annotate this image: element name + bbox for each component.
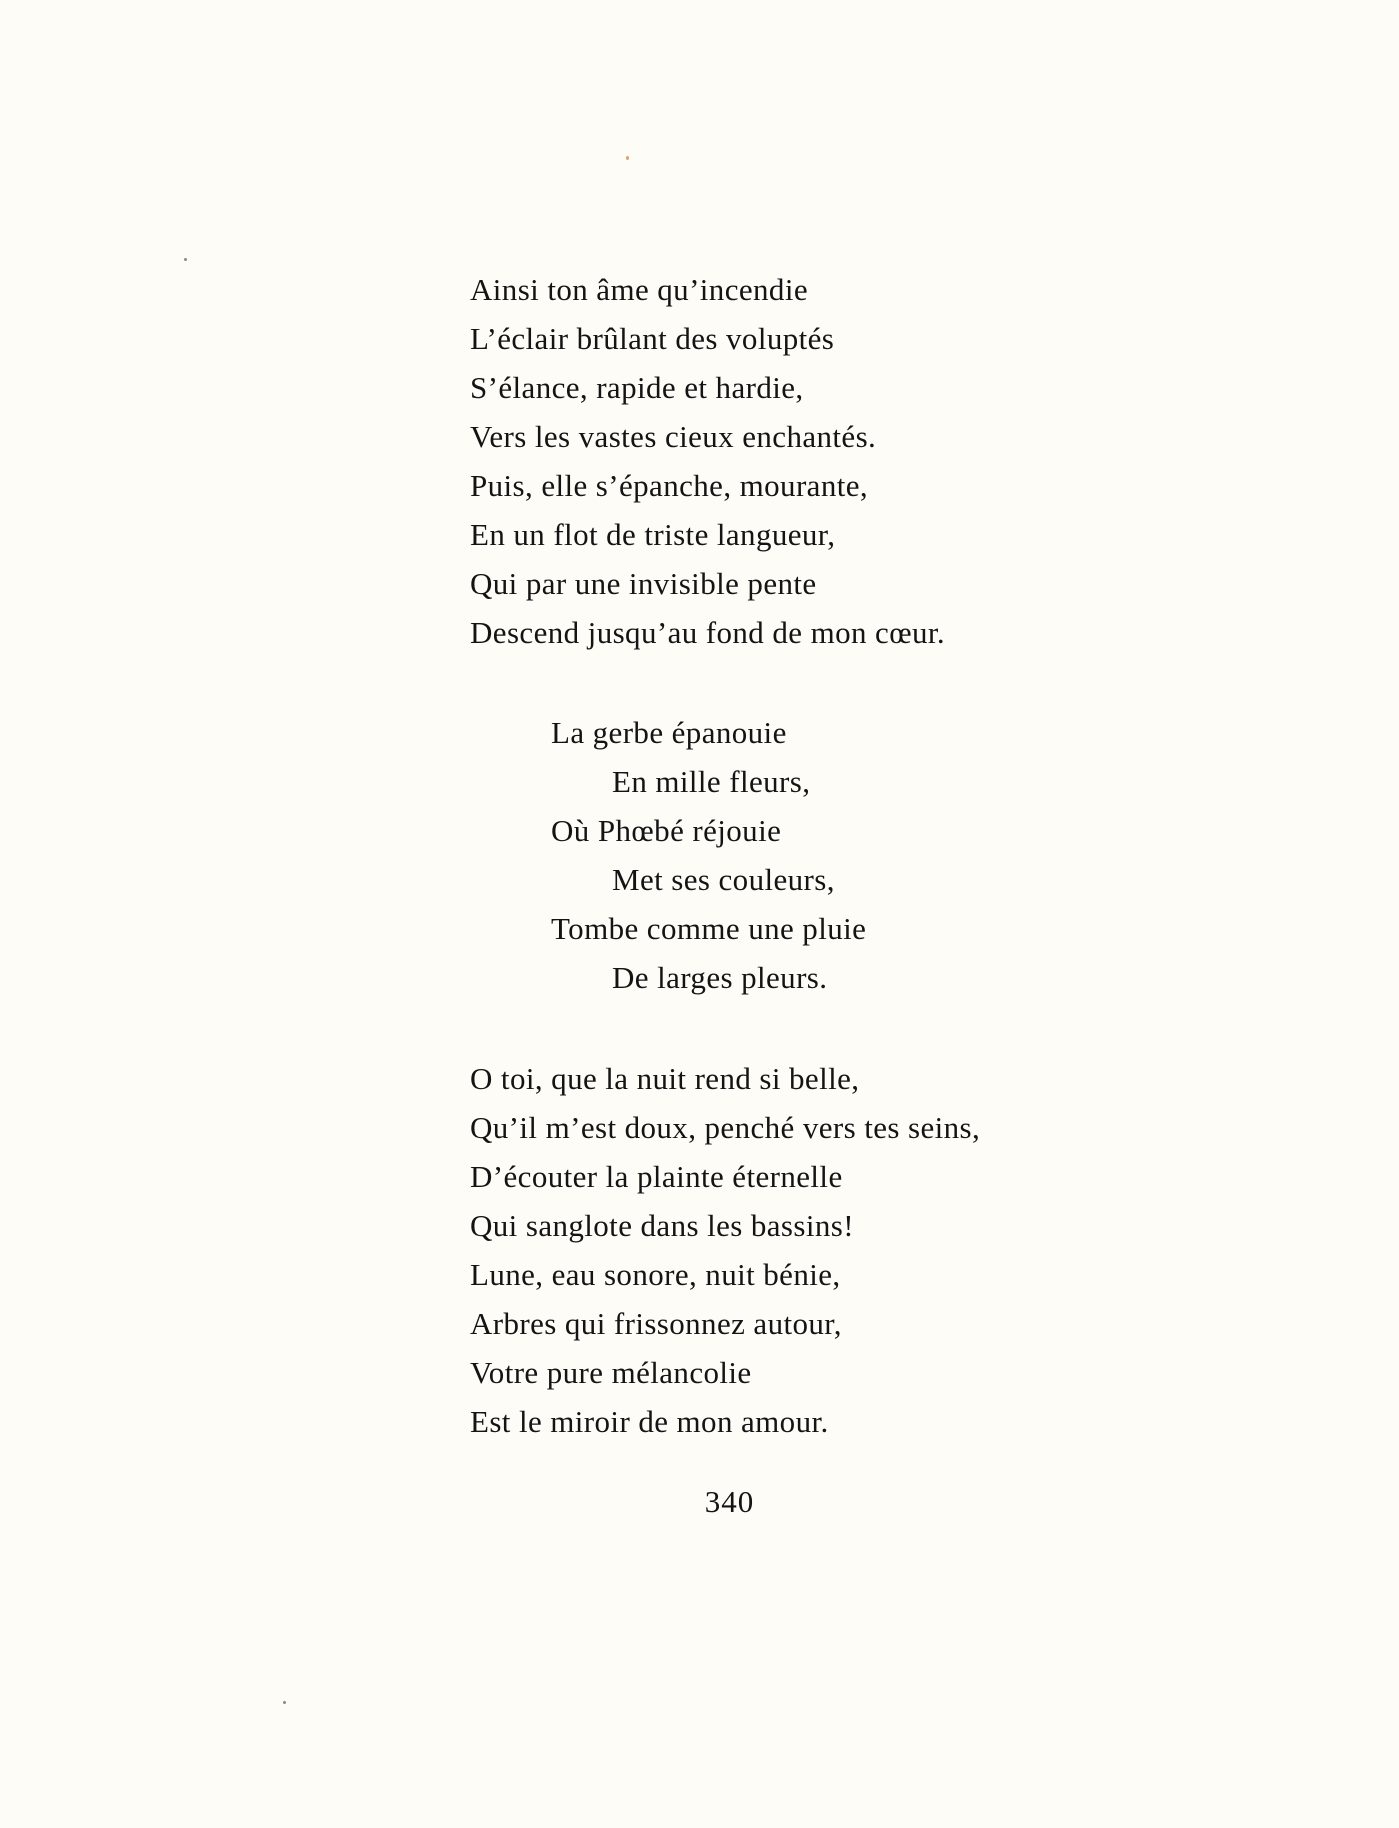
poem-line: Vers les vastes cieux enchantés. <box>470 419 877 454</box>
poem-line: Ainsi ton âme qu’incendie <box>470 272 808 307</box>
poem-line-indented: En mille fleurs, <box>612 764 811 799</box>
poem-line: Tombe comme une pluie <box>551 911 867 946</box>
poem-line: Est le miroir de mon amour. <box>470 1404 829 1439</box>
poem-line: Où Phœbé réjouie <box>551 813 782 848</box>
poem-line: Puis, elle s’épanche, mourante, <box>470 468 869 503</box>
stanza-2 <box>551 708 866 1002</box>
poem-line-indented: Met ses couleurs, <box>612 862 835 897</box>
poem-line-indented: De larges pleurs. <box>612 960 828 995</box>
paper-speck <box>184 258 187 261</box>
paper-speck <box>626 156 629 160</box>
stanza-3 <box>470 1054 980 1446</box>
paper-speck <box>283 1701 286 1704</box>
poem-line: Arbres qui frissonnez autour, <box>470 1306 842 1341</box>
poem-line: Votre pure mélancolie <box>470 1355 752 1390</box>
poem-line: O toi, que la nuit rend si belle, <box>470 1061 860 1096</box>
poem-line: La gerbe épanouie <box>551 715 787 750</box>
poem-line: D’écouter la plainte éternelle <box>470 1159 843 1194</box>
poem-line: Lune, eau sonore, nuit bénie, <box>470 1257 841 1292</box>
poem-line: Descend jusqu’au fond de mon cœur. <box>470 615 946 650</box>
poem-line: En un flot de triste langueur, <box>470 517 836 552</box>
stanza-1 <box>470 265 945 657</box>
poem-line: L’éclair brûlant des voluptés <box>470 321 835 356</box>
poem-line: S’élance, rapide et hardie, <box>470 370 804 405</box>
poem-line: Qui sanglote dans les bassins! <box>470 1208 854 1243</box>
page-number: 340 <box>704 1484 755 1519</box>
poem-line: Qui par une invisible pente <box>470 566 817 601</box>
poem-line: Qu’il m’est doux, penché vers tes seins, <box>470 1110 981 1145</box>
